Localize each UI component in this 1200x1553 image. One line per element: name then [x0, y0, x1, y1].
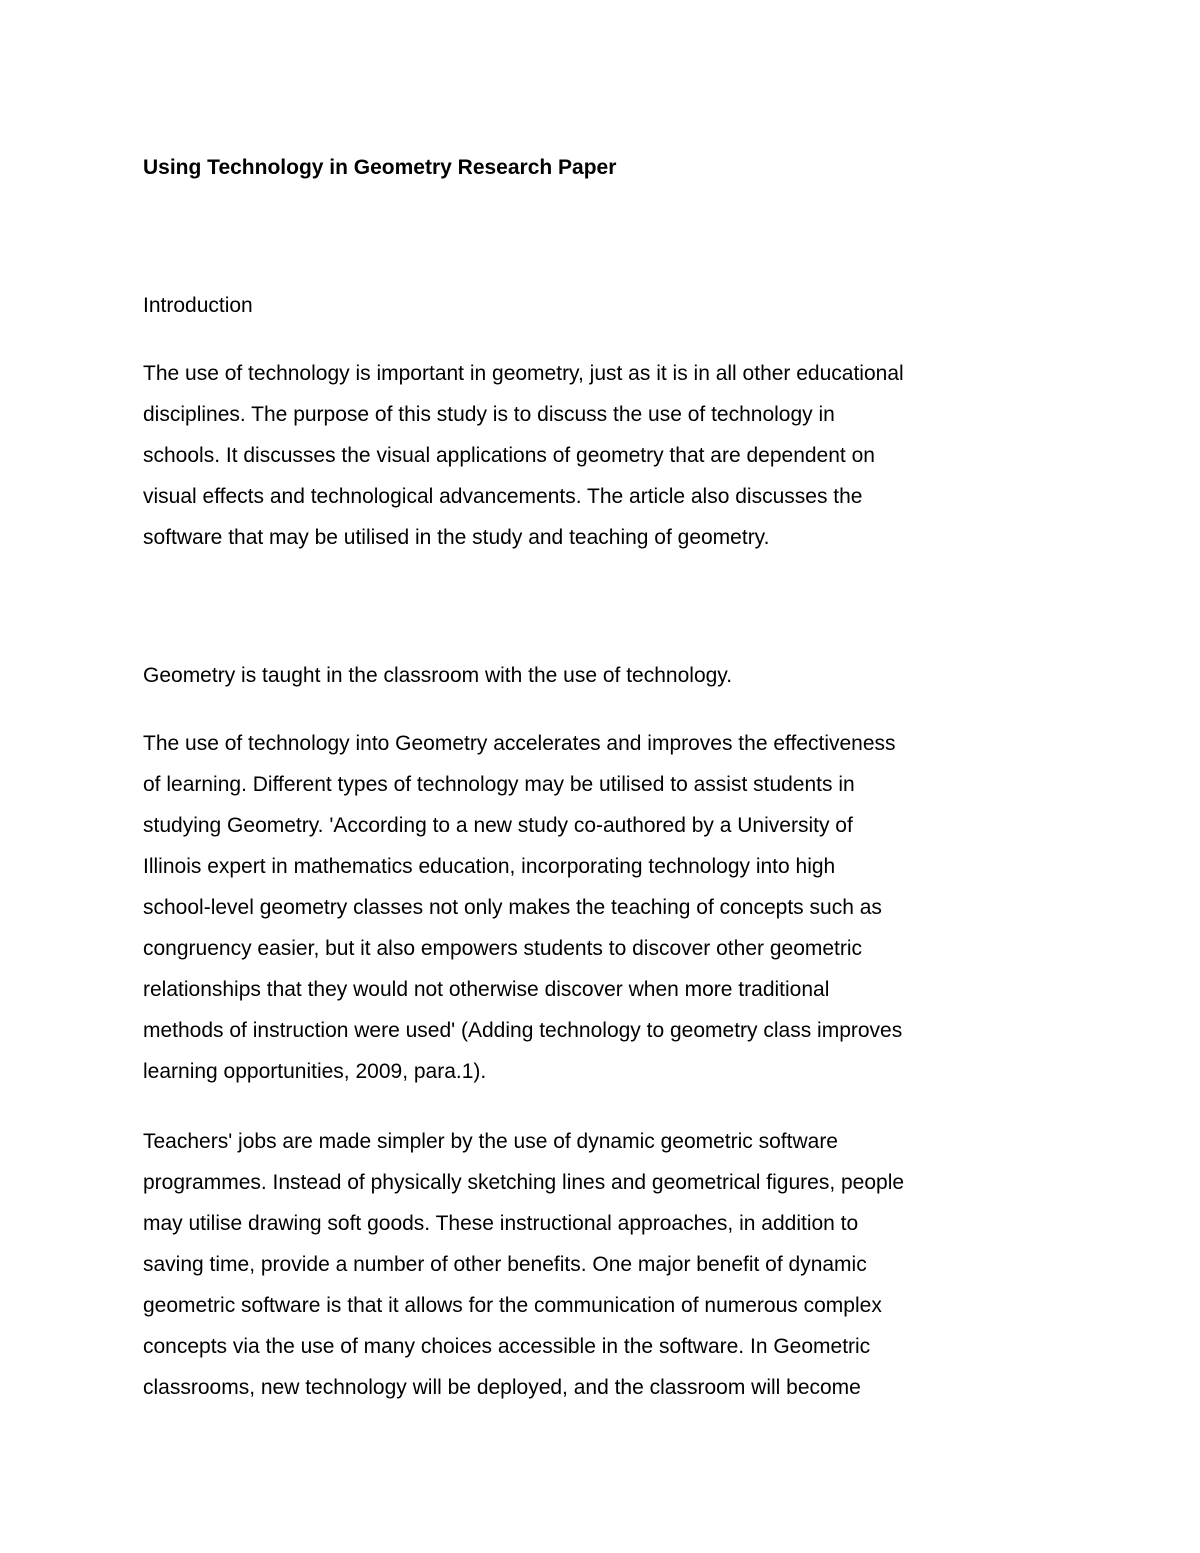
text-line: The use of technology into Geometry accelerates and improves the effectiveness — [143, 732, 896, 755]
text-line: relationships that they would not otherwise discover when more traditional — [143, 978, 830, 1001]
text-line: Teachers' jobs are made simpler by the use of dynamic geometric software — [143, 1130, 838, 1153]
text-line: visual effects and technological advancements. The article also discusses the — [143, 485, 863, 508]
text-line: studying Geometry. 'According to a new study co-authored by a University of — [143, 814, 853, 837]
text-line: of learning. Different types of technology may be utilised to assist students in — [143, 773, 855, 796]
text-line: disciplines. The purpose of this study is to discuss the use of technology in — [143, 403, 835, 426]
text-line: may utilise drawing soft goods. These instructional approaches, in addition to — [143, 1212, 859, 1235]
document-title: Using Technology in Geometry Research Paper — [143, 156, 617, 179]
section-heading-introduction: Introduction — [143, 294, 253, 317]
text-line: software that may be utilised in the study and teaching of geometry. — [143, 526, 770, 549]
text-line: programmes. Instead of physically sketching lines and geometrical figures, people — [143, 1171, 905, 1194]
text-line: methods of instruction were used' (Adding technology to geometry class improves — [143, 1019, 903, 1042]
text-line: geometric software is that it allows for the communication of numerous complex — [143, 1294, 882, 1317]
paragraph-introduction — [143, 353, 904, 558]
text-line: schools. It discusses the visual applications of geometry that are dependent on — [143, 444, 875, 467]
paragraph-technology-effectiveness — [143, 723, 902, 1092]
text-line: The use of technology is important in geometry, just as it is in all other educational — [143, 362, 904, 385]
text-line: classrooms, new technology will be deployed, and the classroom will become — [143, 1376, 861, 1399]
text-line: Geometry is taught in the classroom with the use of technology. — [143, 664, 733, 687]
text-line: saving time, provide a number of other benefits. One major benefit of dynamic — [143, 1253, 867, 1276]
text-line: learning opportunities, 2009, para.1). — [143, 1060, 487, 1083]
paragraph-dynamic-software — [143, 1121, 904, 1408]
text-line: concepts via the use of many choices accessible in the software. In Geometric — [143, 1335, 871, 1358]
text-line: congruency easier, but it also empowers students to discover other geometric — [143, 937, 863, 960]
text-line: school-level geometry classes not only makes the teaching of concepts such as — [143, 896, 882, 919]
text-line: Illinois expert in mathematics education, incorporating technology into high — [143, 855, 836, 878]
paragraph-geometry-taught — [143, 655, 732, 696]
